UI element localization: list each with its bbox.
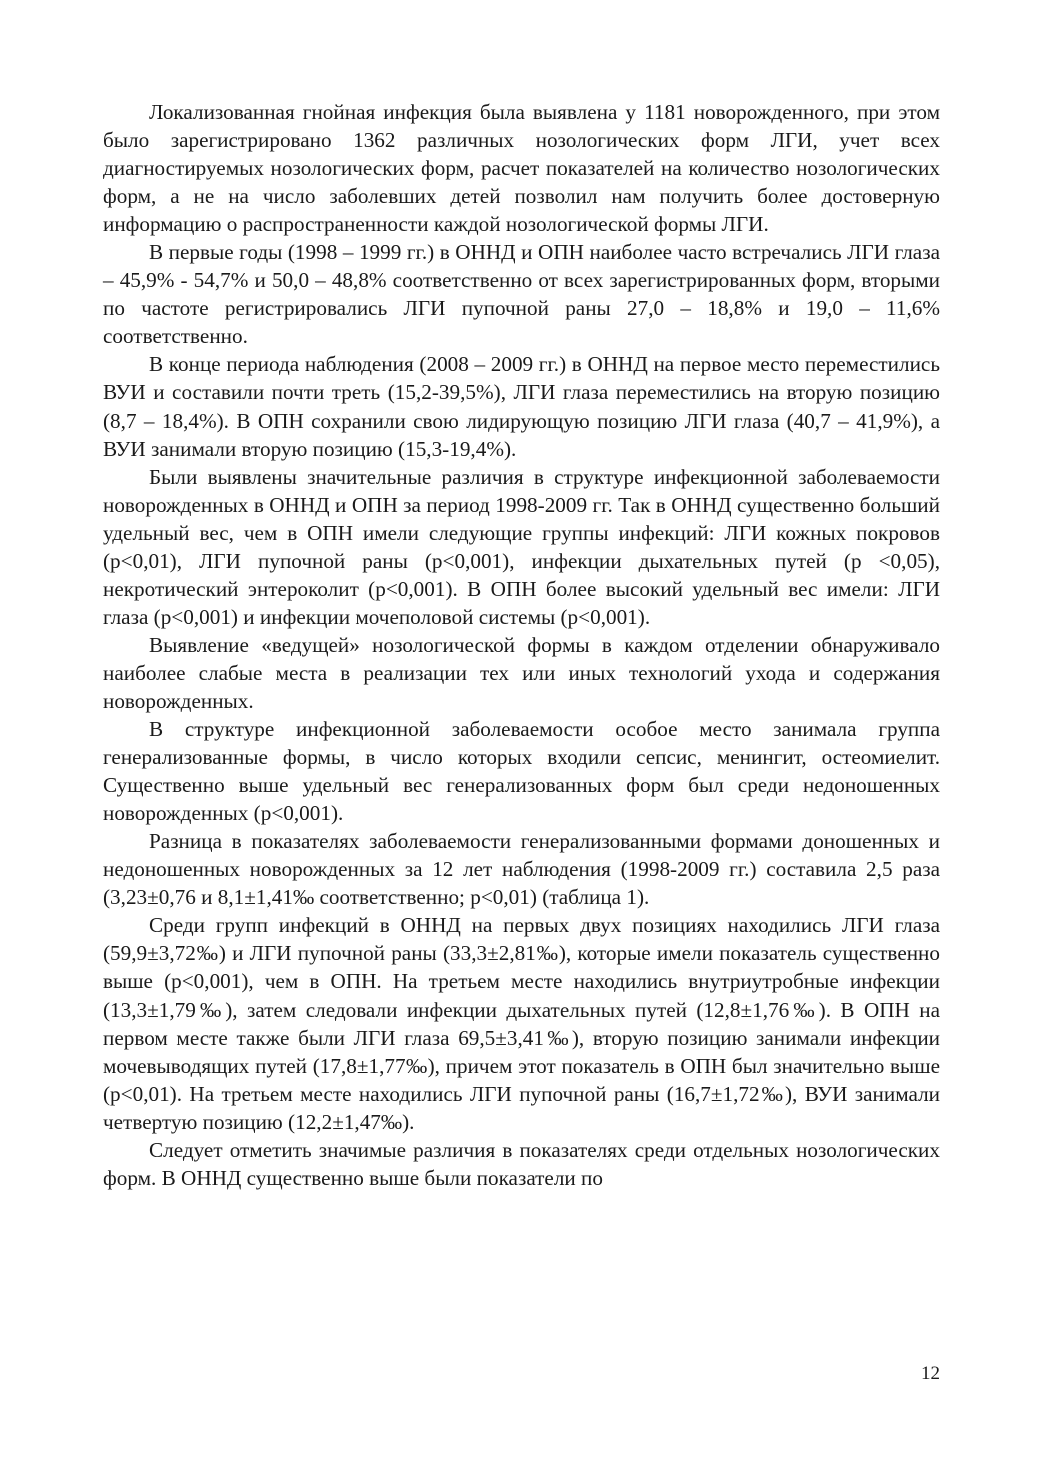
paragraph-4: Были выявлены значительные различия в структуре инфекционной заболеваемости новорожденных в ОННД и ОПН за период 1998-2009 гг. Так в ОННД существенно больший удельный вес, чем в ОПН имели следующие группы инфекций: ЛГИ кожных покровов (p<0,01), ЛГИ пупочной раны (p<0,001), инфекции дыхательных путей (p <0,05), некротический энтероколит (p<0,001). В ОПН более высокий удельный вес имели: ЛГИ глаза (p<0,001) и инфекции мочеполовой системы (p<0,001). — [103, 464, 940, 629]
paragraph-1: Локализованная гнойная инфекция была выявлена у 1181 новорожденного, при этом было зарегистрировано 1362 различных нозологических форм ЛГИ, учет всех диагностируемых нозологических форм, расчет показателей на количество нозологических форм, а не на число заболевших детей позволил нам получить более достоверную информацию о распространенности каждой нозологической формы ЛГИ. — [103, 100, 940, 237]
paragraph-9: Следует отметить значимые различия в показателях среди отдельных нозологических форм. В ОННД существенно выше были показатели по — [103, 1137, 940, 1190]
paragraph-5: Выявление «ведущей» нозологической формы в каждом отделении обнаруживало наиболее слабые места в реализации тех или иных технологий ухода и содержания новорожденных. — [103, 632, 940, 713]
paragraph-8: Среди групп инфекций в ОННД на первых двух позициях находились ЛГИ глаза (59,9±3,72‰) и ЛГИ пупочной раны (33,3±2,81‰), которые имели показатель существенно выше (p<0,001), чем в ОПН. На третьем месте находились внутриутробные инфекции (13,3±1,79‰), затем следовали инфекции дыхательных путей (12,8±1,76‰). В ОПН на первом месте также были ЛГИ глаза 69,5±3,41‰), вторую позицию занимали инфекции мочевыводящих путей (17,8±1,77‰), причем этот показатель в ОПН был значительно выше (p<0,01). На третьем месте находились ЛГИ пупочной раны (16,7±1,72‰), ВУИ занимали четвертую позицию (12,2±1,47‰). — [103, 913, 940, 1134]
page-number: 12 — [921, 1363, 940, 1384]
paragraph-7: Разница в показателях заболеваемости генерализованными формами доношенных и недоношенных новорожденных за 12 лет наблюдения (1998-2009 гг.) составила 2,5 раза (3,23±0,76 и 8,1±1,41‰ соответственно; p<0,01) (таблица 1). — [103, 829, 940, 910]
paragraph-3: В конце периода наблюдения (2008 – 2009 гг.) в ОННД на первое место переместились ВУИ и составили почти треть (15,2-39,5%), ЛГИ глаза переместились на вторую позицию (8,7 – 18,4%). В ОПН сохранили свою лидирующую позицию ЛГИ глаза (40,7 – 41,9%), а ВУИ занимали вторую позицию (15,3-19,4%). — [103, 352, 940, 461]
page-body — [103, 98, 940, 1192]
paragraph-6: В структуре инфекционной заболеваемости особое место занимала группа генерализованные формы, в число которых входили сепсис, менингит, остеомиелит. Существенно выше удельный вес генерализованных форм был среди недоношенных новорожденных (p<0,001). — [103, 717, 940, 826]
paragraph-2: В первые годы (1998 – 1999 гг.) в ОННД и ОПН наиболее часто встречались ЛГИ глаза – 45,9% - 54,7% и 50,0 – 48,8% соответственно от всех зарегистрированных форм, вторыми по частоте регистрировались ЛГИ пупочной раны 27,0 – 18,8% и 19,0 – 11,6% соответственно. — [103, 240, 940, 349]
